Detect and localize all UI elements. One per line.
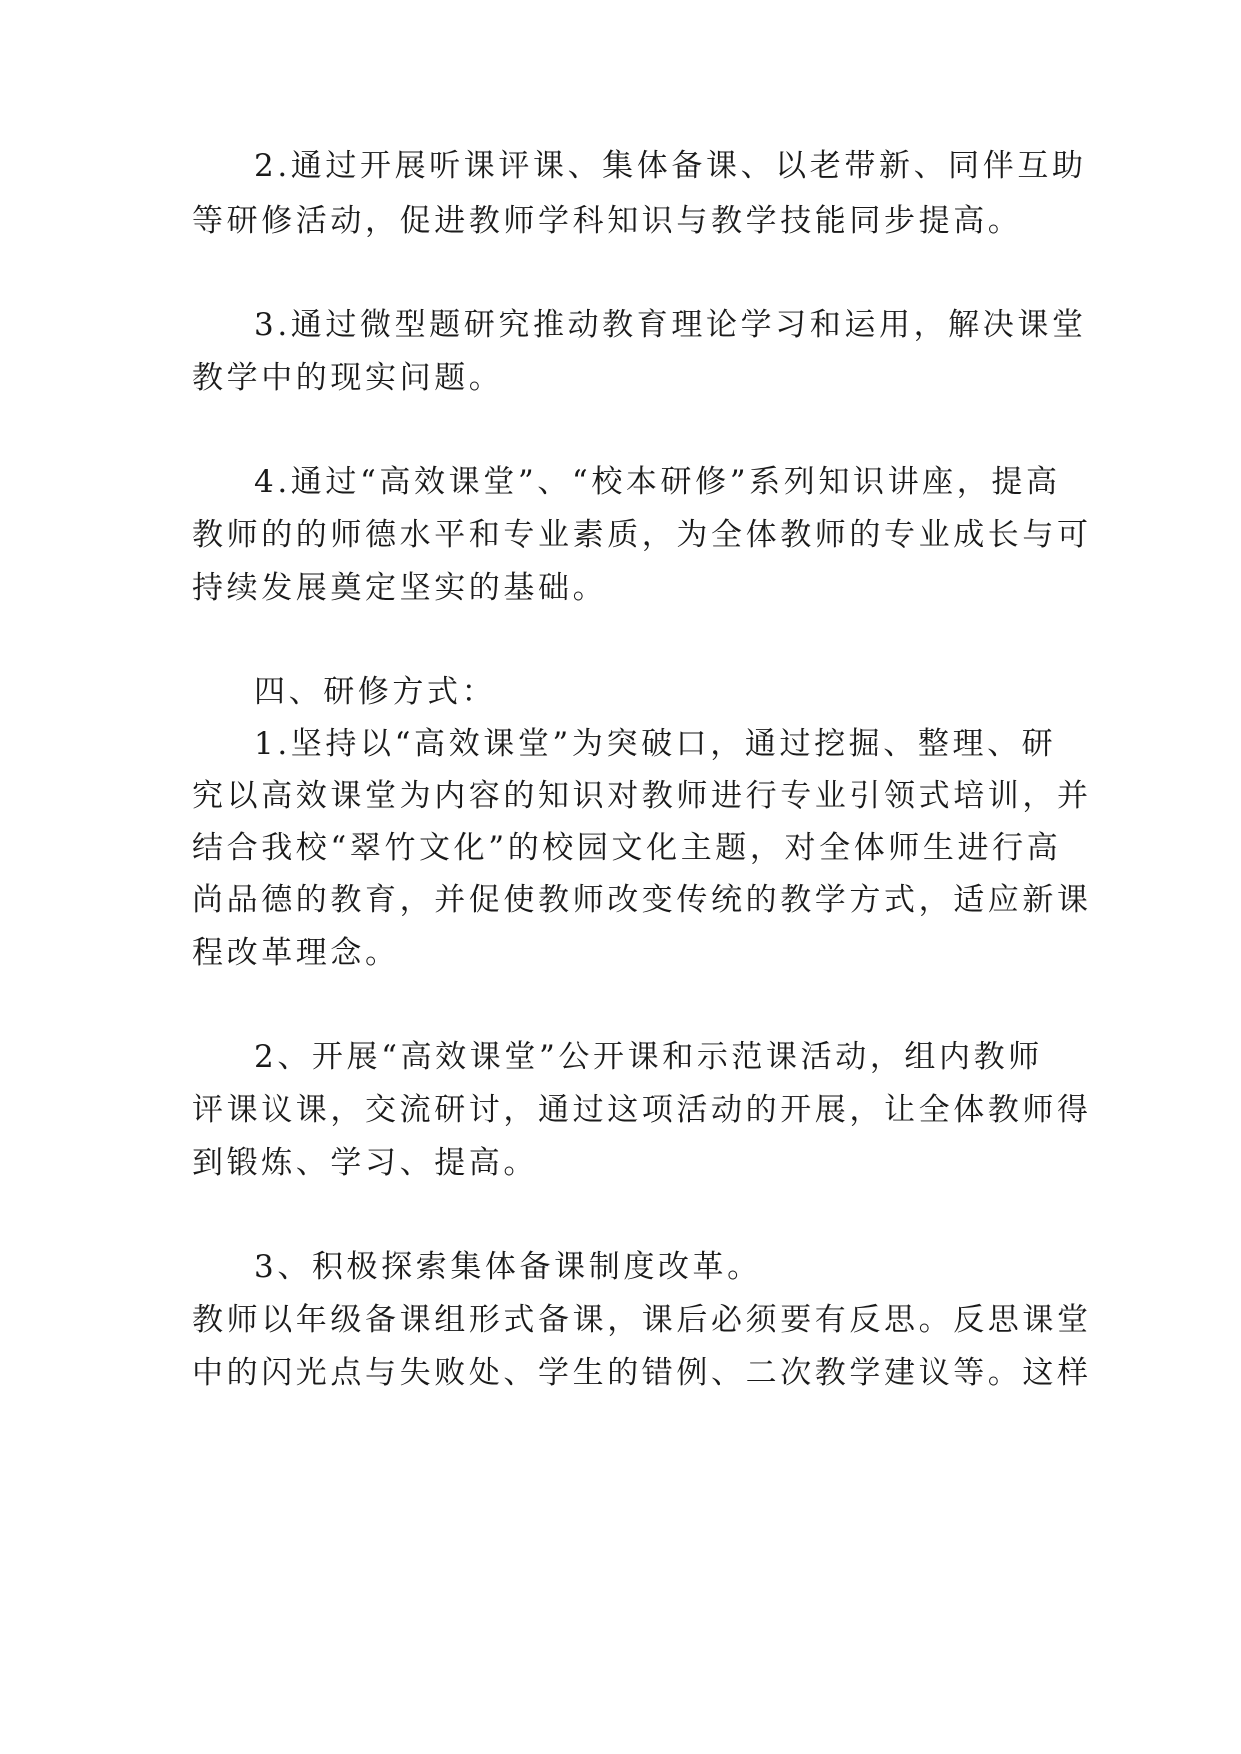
method-3-line-2: 教师以年级备课组形式备课，课后必须要有反思。反思课堂 bbox=[192, 1302, 1092, 1338]
method-1-line-4: 尚品德的教育，并促使教师改变传统的教学方式，适应新课 bbox=[192, 882, 1092, 918]
paragraph-3-line-2: 教学中的现实问题。 bbox=[192, 360, 504, 396]
paragraph-2-line-2: 等研修活动，促进教师学科知识与教学技能同步提高。 bbox=[192, 203, 1023, 239]
method-2-line-3: 到锻炼、学习、提高。 bbox=[192, 1145, 538, 1181]
method-3-line-1: 3、积极探索集体备课制度改革。 bbox=[254, 1249, 762, 1285]
method-1-line-1: 1.坚持以“高效课堂”为突破口，通过挖掘、整理、研 bbox=[254, 726, 1057, 762]
paragraph-2-line-1: 2.通过开展听课评课、集体备课、以老带新、同伴互助 bbox=[254, 148, 1087, 184]
method-2-line-1: 2、开展“高效课堂”公开课和示范课活动，组内教师 bbox=[254, 1039, 1043, 1075]
method-3-line-3: 中的闪光点与失败处、学生的错例、二次教学建议等。这样 bbox=[192, 1355, 1092, 1391]
method-2-line-2: 评课议课，交流研讨，通过这项活动的开展，让全体教师得 bbox=[192, 1092, 1092, 1128]
method-1-line-3: 结合我校“翠竹文化”的校园文化主题，对全体师生进行高 bbox=[192, 830, 1062, 866]
paragraph-4-line-2: 教师的的师德水平和专业素质，为全体教师的专业成长与可 bbox=[192, 517, 1092, 553]
paragraph-3-line-1: 3.通过微型题研究推动教育理论学习和运用，解决课堂 bbox=[254, 307, 1087, 343]
paragraph-4-line-3: 持续发展奠定坚实的基础。 bbox=[192, 570, 608, 606]
paragraph-4-line-1: 4.通过“高效课堂”、“校本研修”系列知识讲座，提高 bbox=[254, 464, 1061, 500]
section-heading-methods: 四、研修方式： bbox=[254, 674, 497, 710]
method-1-line-5: 程改革理念。 bbox=[192, 935, 400, 971]
method-1-line-2: 究以高效课堂为内容的知识对教师进行专业引领式培训，并 bbox=[192, 778, 1092, 814]
